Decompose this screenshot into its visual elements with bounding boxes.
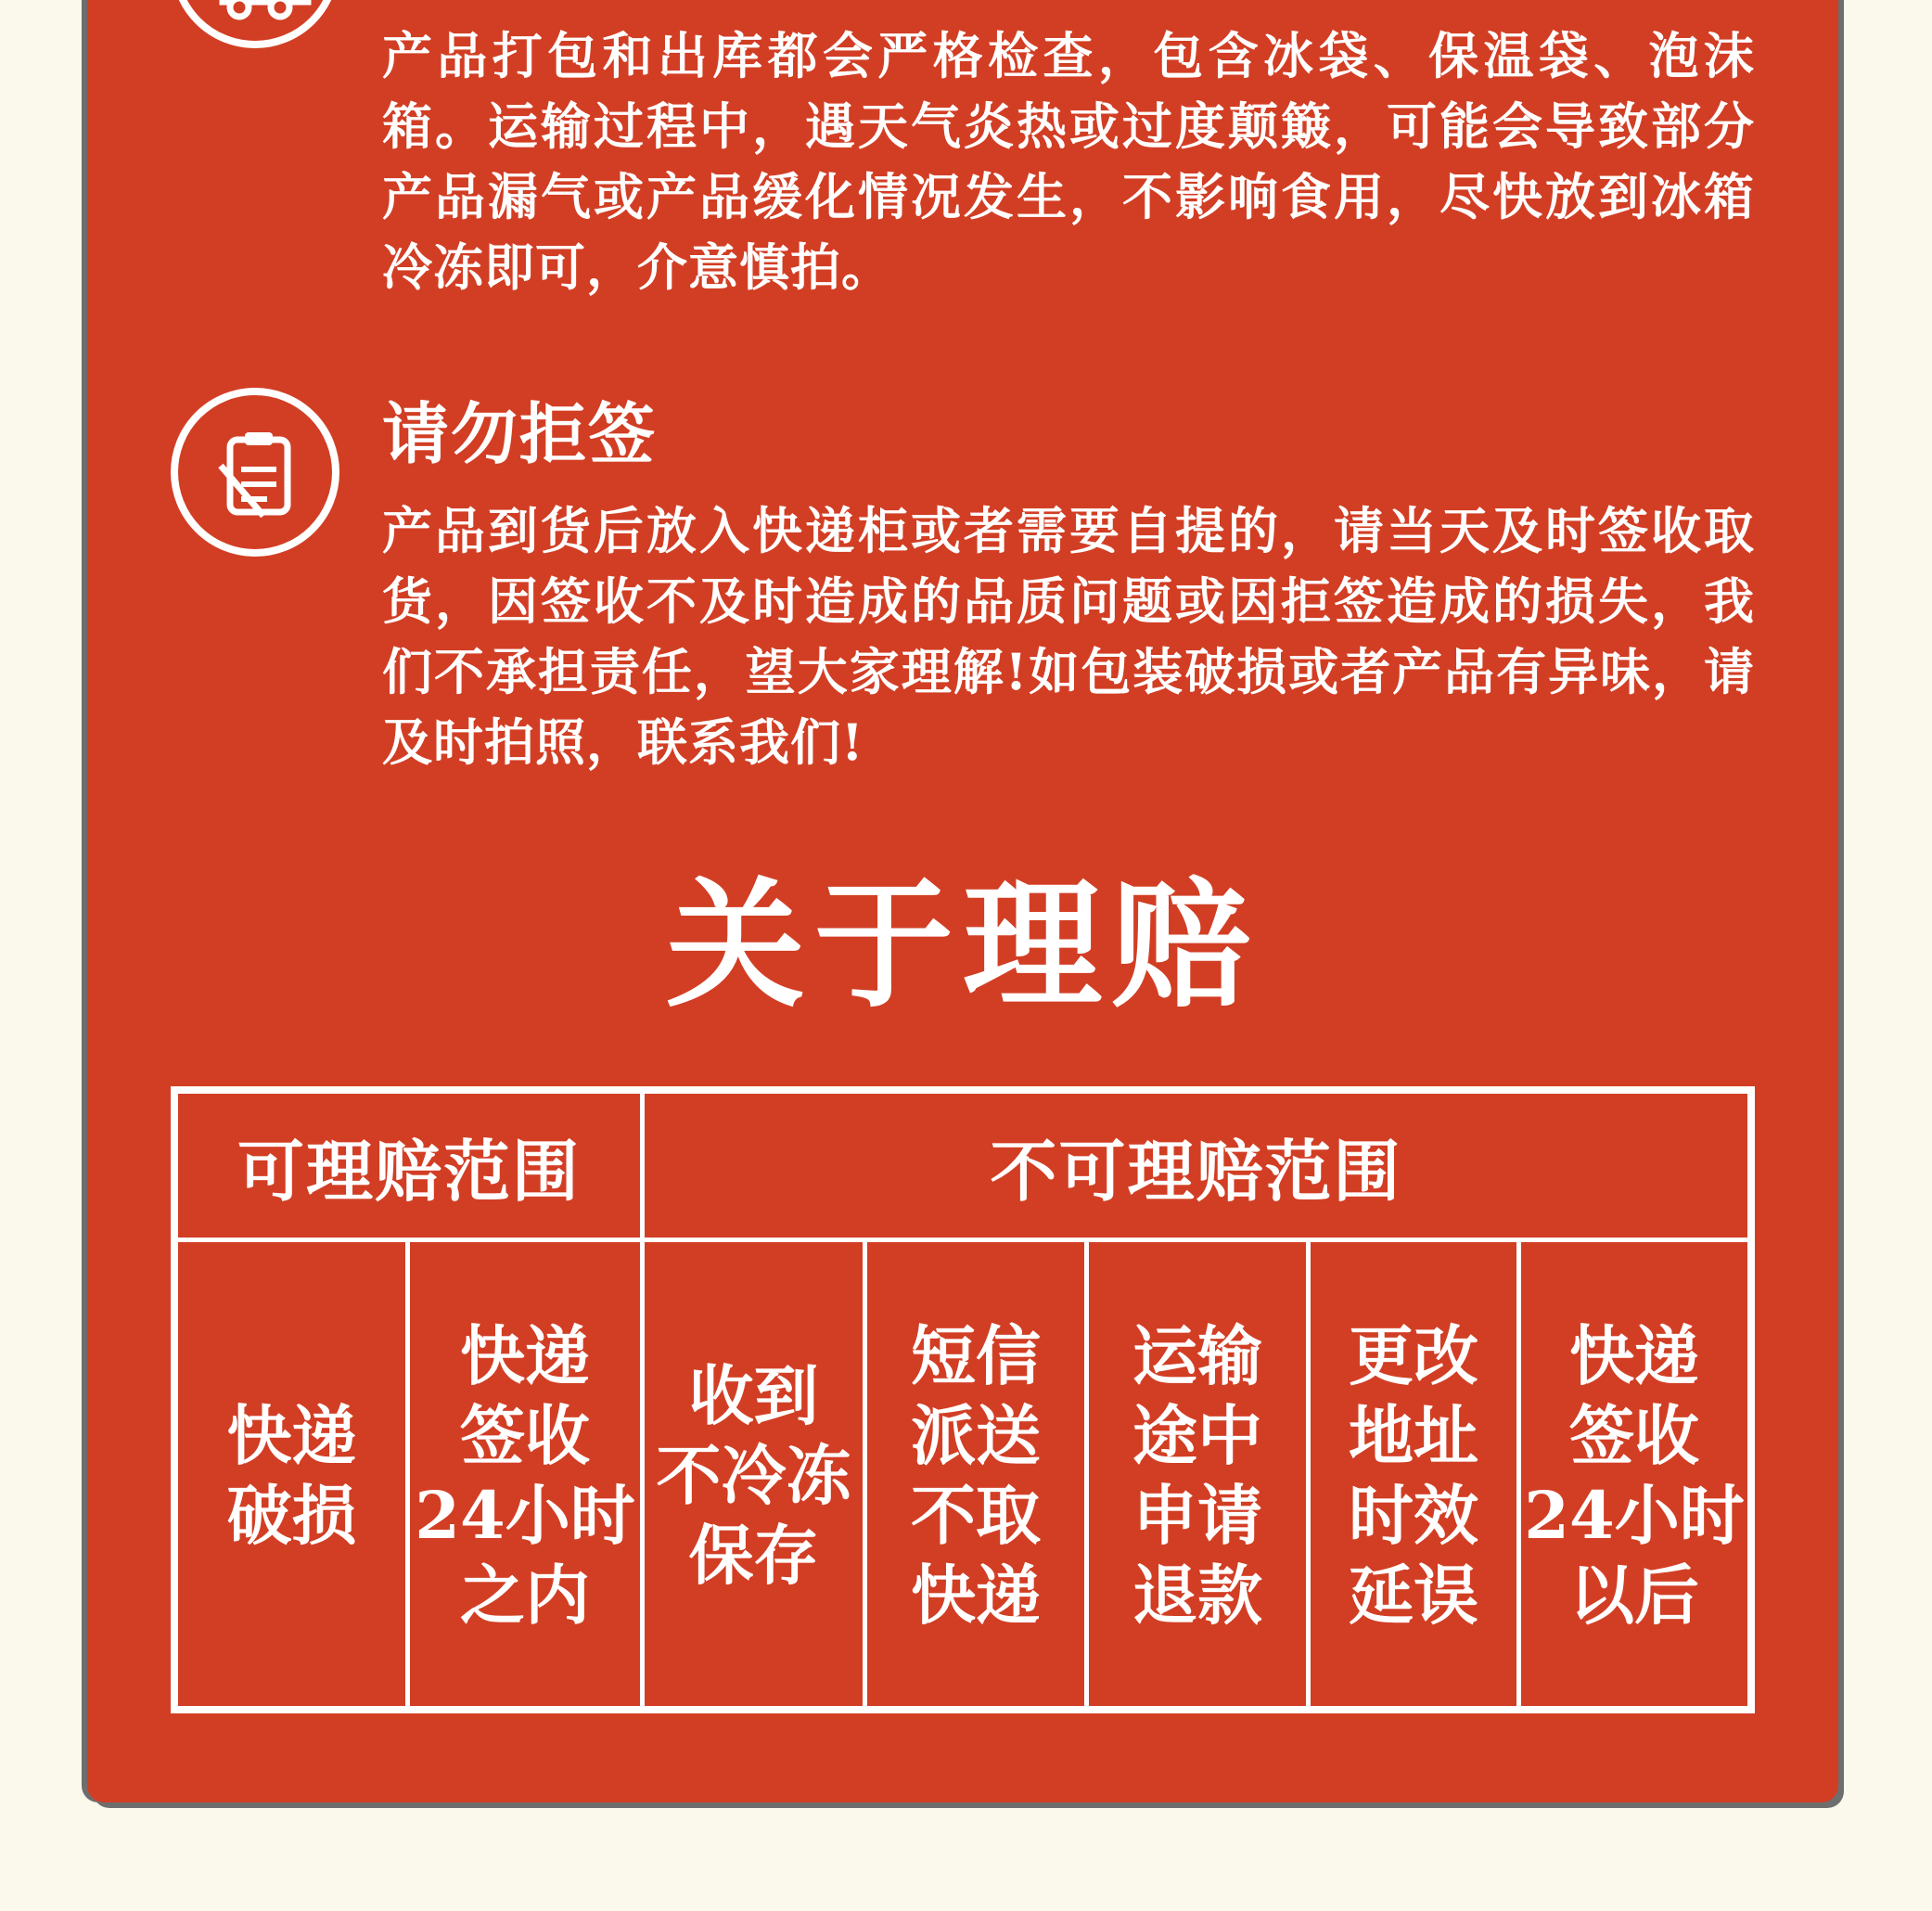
delivery-truck-icon xyxy=(171,0,339,48)
refuse-text: 产品到货后放入快递柜或者需要自提的，请当天及时签收取货，因签收不及时造成的品质问题或因拒签造成的损失，我们不承担责任，望大家理解!如包装破损或者产品有异味，请及时拍照，联系我们! xyxy=(382,501,1755,772)
covered-header: 可理赔范围 xyxy=(237,1131,581,1211)
shipping-text: 产品打包和出库都会严格检查，包含冰袋、保温袋、泡沫箱。运输过程中，遇天气炎热或过度颠簸，可能会导致部分产品漏气或产品缓化情况发生，不影响食用，尽快放到冰箱冷冻即可，介意慎拍。 xyxy=(382,26,1755,297)
covered-cell: 快递 破损 xyxy=(226,1397,357,1554)
clipboard-no-sign-icon xyxy=(171,388,339,557)
not-covered-cell: 运输 途中 申请 退款 xyxy=(1132,1317,1262,1634)
refuse-title: 请勿拒签 xyxy=(382,394,658,473)
claims-title: 关于理赔 xyxy=(665,864,1260,1027)
table-header-divider xyxy=(178,1238,1747,1242)
claims-table xyxy=(171,1086,1755,1713)
covered-cell: 快递 签收 24小时 之内 xyxy=(415,1317,635,1634)
not-covered-cell: 快递 签收 24小时 以后 xyxy=(1524,1317,1745,1634)
info-card xyxy=(87,0,1838,1802)
not-covered-header: 不可理赔范围 xyxy=(990,1131,1402,1211)
not-covered-cell: 更改 地址 时效 延误 xyxy=(1349,1317,1478,1634)
not-covered-cell: 收到 不冷冻 保存 xyxy=(656,1357,851,1594)
not-covered-cell: 短信 派送 不取 快递 xyxy=(911,1317,1041,1634)
